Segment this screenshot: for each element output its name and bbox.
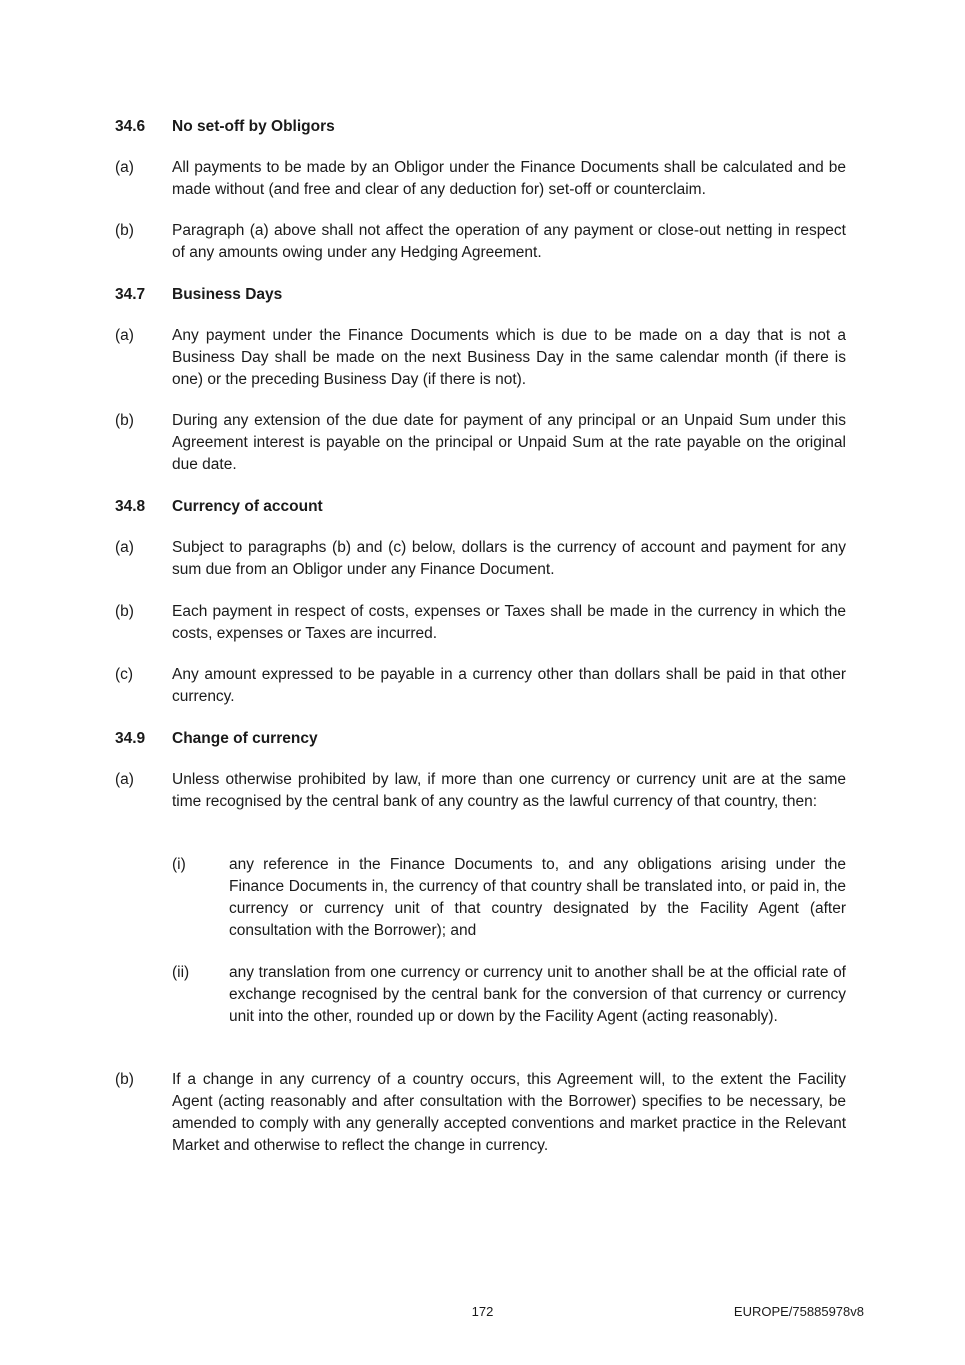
paragraph-34-9-b xyxy=(115,1069,846,1157)
paragraph-label: (b) xyxy=(115,603,134,620)
paragraph-34-6-a xyxy=(115,157,846,201)
section-number: 34.8 xyxy=(115,498,146,515)
section-title: Business Days xyxy=(172,286,283,303)
section-heading-34-7 xyxy=(115,284,850,306)
paragraph-text: Unless otherwise prohibited by law, if more than one currency or currency unit are at the same time recognised by the central bank of any country as the lawful currency of that country, then: xyxy=(172,771,846,810)
paragraph-label: (c) xyxy=(115,666,134,683)
subparagraph-34-9-a-i xyxy=(172,854,846,942)
subparagraph-label: (ii) xyxy=(172,964,190,981)
section-heading-34-6 xyxy=(115,116,850,138)
paragraph-label: (a) xyxy=(115,159,134,176)
paragraph-34-8-a xyxy=(115,537,846,581)
subparagraph-34-9-a-ii xyxy=(172,962,846,1028)
subparagraph-text: any translation from one currency or currency unit to another shall be at the official rate of exchange recognised by the central bank for the conversion of that currency or currency unit into the other, rounded up or down by the Facility Agent (acting reasonably). xyxy=(229,964,846,1025)
paragraph-text: Subject to paragraphs (b) and (c) below, dollars is the currency of account and payment for any sum due from an Obligor under any Finance Document. xyxy=(172,539,846,578)
paragraph-label: (b) xyxy=(115,412,134,429)
paragraph-34-7-b xyxy=(115,410,846,476)
section-number: 34.6 xyxy=(115,118,146,135)
section-title: Change of currency xyxy=(172,730,318,747)
paragraph-text: All payments to be made by an Obligor under the Finance Documents shall be calculated and be made without (and free and clear of any deduction for) set-off or counterclaim. xyxy=(172,159,846,198)
paragraph-34-8-c xyxy=(115,664,846,708)
section-title: No set-off by Obligors xyxy=(172,118,335,135)
paragraph-34-6-b xyxy=(115,220,846,264)
page-number: 172 xyxy=(471,1304,494,1319)
paragraph-label: (a) xyxy=(115,771,134,788)
paragraph-34-7-a xyxy=(115,325,846,391)
document-reference: EUROPE/75885978v8 xyxy=(733,1304,864,1319)
paragraph-text: Each payment in respect of costs, expenses or Taxes shall be made in the currency in which the costs, expenses or Taxes are incurred. xyxy=(172,603,846,642)
paragraph-label: (a) xyxy=(115,327,134,344)
subparagraph-text: any reference in the Finance Documents to, and any obligations arising under the Finance Documents in, the currency of that country shall be translated into, or paid in, the currency or currency unit of that country designated by the Facility Agent (after consultation with the Borrower); and xyxy=(229,856,846,939)
paragraph-34-9-a xyxy=(115,769,846,813)
section-title: Currency of account xyxy=(172,498,323,515)
paragraph-label: (a) xyxy=(115,539,134,556)
section-heading-34-9 xyxy=(115,728,850,750)
paragraph-text: If a change in any currency of a country occurs, this Agreement will, to the extent the Facility Agent (acting reasonably and after consultation with the Borrower) specifies to be necessary, be amended to comply with any generally accepted conventions and market practice in the Relevant Market and otherwise to reflect the change in currency. xyxy=(172,1071,846,1154)
paragraph-label: (b) xyxy=(115,1071,134,1088)
paragraph-label: (b) xyxy=(115,222,134,239)
paragraph-34-8-b xyxy=(115,601,846,645)
subparagraph-label: (i) xyxy=(172,856,186,873)
section-number: 34.7 xyxy=(115,286,146,303)
paragraph-text: Paragraph (a) above shall not affect the operation of any payment or close-out netting in respect of any amounts owing under any Hedging Agreement. xyxy=(172,222,846,261)
section-heading-34-8 xyxy=(115,496,850,518)
section-number: 34.9 xyxy=(115,730,146,747)
paragraph-text: Any amount expressed to be payable in a currency other than dollars shall be paid in that other currency. xyxy=(172,666,846,705)
paragraph-text: During any extension of the due date for payment of any principal or an Unpaid Sum under this Agreement interest is payable on the principal or Unpaid Sum at the rate payable on the original due date. xyxy=(172,412,846,473)
paragraph-text: Any payment under the Finance Documents which is due to be made on a day that is not a Business Day shall be made on the next Business Day in the same calendar month (if there is one) or the preceding Business Day (if there is not). xyxy=(172,327,846,388)
